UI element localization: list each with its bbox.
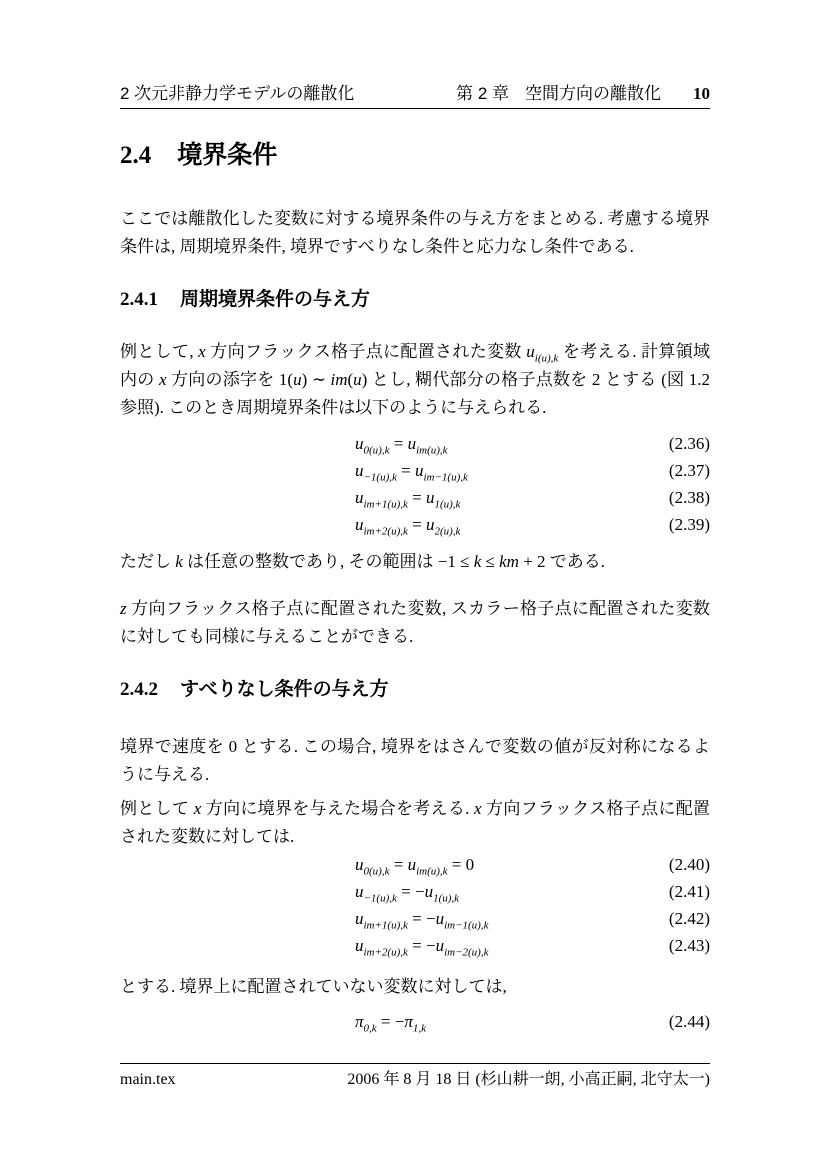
subsection-title: 周期境界条件の与え方: [180, 289, 371, 310]
paragraph-noslip-body3: とする. 境界上に配置されていない変数に対しては,: [120, 977, 507, 996]
equation-row: [120, 878, 710, 905]
equation-number: (2.42): [668, 909, 710, 928]
footer-date-authors: 2006 年 8 月 18 日 (杉山耕一朗, 小高正嗣, 北守太一): [347, 1071, 710, 1088]
equation-number: (2.36): [668, 434, 710, 453]
paragraph-noslip-body2: 例として x 方向に境界を与えた場合を考える. x 方向フラックス格子点に配置された変数に対しては.: [120, 799, 710, 846]
equation-math: $u_{im+2(u),k} = u_{2(u),k}$: [355, 515, 461, 538]
footer-filename: main.tex: [120, 1071, 176, 1088]
equation-number: (2.39): [668, 515, 710, 534]
header-chapter-number: 第 2 章: [456, 84, 509, 103]
section-title: 境界条件: [177, 141, 278, 169]
header-section-title: 2 次元非静力学モデルの離散化: [120, 84, 355, 103]
page-header: [120, 84, 710, 104]
equation-math: $\pi_{0,k} = -\pi_{1,k}$: [355, 1012, 427, 1035]
equation-group-noslip: [120, 851, 710, 959]
paragraph-noslip-body1: 境界で速度を 0 とする. この場合, 境界をはさんで変数の値が反対称になるように与える.: [120, 737, 710, 784]
page-number: 10: [693, 84, 710, 103]
subsection-title: すべりなし条件の与え方: [180, 679, 389, 700]
equation-number: (2.43): [668, 936, 710, 955]
equation-number: (2.41): [668, 882, 710, 901]
equation-math: $u_{-1(u),k} = u_{im-1(u),k}$: [355, 461, 468, 484]
equation-math: $u_{im+2(u),k} = -u_{im-2(u),k}$: [355, 936, 489, 959]
subsection-heading-noslip: [120, 678, 389, 702]
equation-number: (2.38): [668, 488, 710, 507]
equation-math: $u_{im+1(u),k} = -u_{im-1(u),k}$: [355, 909, 489, 932]
equation-row: [120, 457, 710, 484]
section-number: 2.4: [120, 142, 152, 169]
section-heading: [120, 140, 277, 171]
equation-row: [120, 1008, 710, 1035]
paragraph-intro: ここでは離散化した変数に対する境界条件の与え方をまとめる. 考慮する境界条件は, 周期境界条件, 境界ですべりなし条件と応力なし条件である.: [120, 209, 710, 256]
subsection-heading-periodic: [120, 288, 370, 312]
equation-math: $u_{-1(u),k} = -u_{1(u),k}$: [355, 882, 460, 905]
page-footer: [120, 1069, 710, 1091]
equation-row: [120, 430, 710, 457]
equation-number: (2.37): [668, 461, 710, 480]
paragraph-periodic-body: 例として, x 方向フラックス格子点に配置された変数 $u_{i(u),k}$ を考える. 計算領域内の x 方向の添字を 1(u) ∼ im(u) とし, 糊代部分の格子点数を 2 とする (図 1.2 参照). このとき周期境界条件は以下のように与えられる.: [120, 342, 711, 417]
equation-math: $u_{im+1(u),k} = u_{1(u),k}$: [355, 488, 461, 511]
equation-row: [120, 905, 710, 932]
header-rule: [120, 108, 710, 109]
equation-number: (2.44): [668, 1012, 710, 1031]
paragraph-periodic-extra: z 方向フラックス格子点に配置された変数, スカラー格子点に配置された変数に対しても同様に与えることができる.: [120, 599, 710, 646]
equation-math: $u_{0(u),k} = u_{im(u),k} = 0$: [355, 855, 475, 878]
subsection-number: 2.4.2: [120, 679, 158, 700]
equation-group-scalar: [120, 1008, 710, 1035]
header-chapter-title: 空間方向の離散化: [525, 84, 661, 103]
subsection-number: 2.4.1: [120, 289, 158, 310]
equation-math: $u_{0(u),k} = u_{im(u),k}$: [355, 434, 448, 457]
equation-row: [120, 932, 710, 959]
equation-row: [120, 851, 710, 878]
equation-row: [120, 511, 710, 538]
paragraph-periodic-note: ただし k は任意の整数であり, その範囲は −1 ≤ k ≤ km + 2 である.: [120, 552, 606, 571]
footer-rule: [120, 1063, 710, 1064]
equation-row: [120, 484, 710, 511]
equation-group-periodic: [120, 430, 710, 538]
equation-number: (2.40): [668, 855, 710, 874]
